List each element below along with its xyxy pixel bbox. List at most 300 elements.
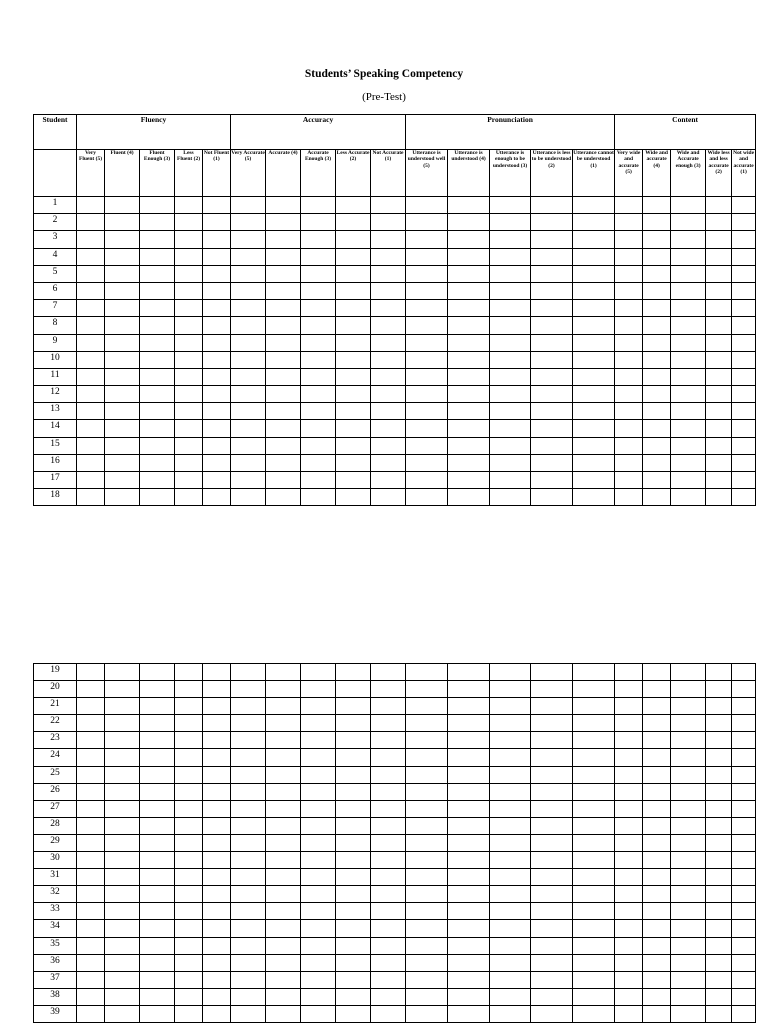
score-cell[interactable] [706, 749, 732, 766]
score-cell[interactable] [371, 834, 406, 851]
score-cell[interactable] [671, 351, 706, 368]
score-cell[interactable] [203, 197, 231, 214]
score-cell[interactable] [406, 472, 448, 489]
score-cell[interactable] [490, 214, 531, 231]
score-cell[interactable] [615, 214, 643, 231]
score-cell[interactable] [615, 886, 643, 903]
score-cell[interactable] [336, 817, 371, 834]
score-cell[interactable] [643, 420, 671, 437]
score-cell[interactable] [732, 749, 756, 766]
score-cell[interactable] [371, 749, 406, 766]
score-cell[interactable] [77, 800, 105, 817]
score-cell[interactable] [175, 231, 203, 248]
score-cell[interactable] [406, 351, 448, 368]
score-cell[interactable] [231, 386, 266, 403]
score-cell[interactable] [406, 971, 448, 988]
score-cell[interactable] [531, 988, 573, 1005]
score-cell[interactable] [732, 248, 756, 265]
score-cell[interactable] [573, 971, 615, 988]
score-cell[interactable] [336, 317, 371, 334]
score-cell[interactable] [203, 1005, 231, 1022]
score-cell[interactable] [231, 903, 266, 920]
score-cell[interactable] [490, 834, 531, 851]
score-cell[interactable] [371, 732, 406, 749]
score-cell[interactable] [406, 420, 448, 437]
score-cell[interactable] [336, 920, 371, 937]
score-cell[interactable] [231, 971, 266, 988]
score-cell[interactable] [573, 783, 615, 800]
score-cell[interactable] [301, 715, 336, 732]
score-cell[interactable] [77, 214, 105, 231]
score-cell[interactable] [266, 368, 301, 385]
score-cell[interactable] [448, 920, 490, 937]
score-cell[interactable] [490, 1005, 531, 1022]
score-cell[interactable] [371, 454, 406, 471]
score-cell[interactable] [77, 1005, 105, 1022]
score-cell[interactable] [573, 886, 615, 903]
score-cell[interactable] [266, 197, 301, 214]
score-cell[interactable] [615, 420, 643, 437]
score-cell[interactable] [615, 834, 643, 851]
score-cell[interactable] [671, 852, 706, 869]
score-cell[interactable] [203, 386, 231, 403]
score-cell[interactable] [231, 1005, 266, 1022]
score-cell[interactable] [671, 800, 706, 817]
score-cell[interactable] [615, 351, 643, 368]
score-cell[interactable] [140, 437, 175, 454]
score-cell[interactable] [266, 800, 301, 817]
score-cell[interactable] [175, 681, 203, 698]
score-cell[interactable] [301, 386, 336, 403]
score-cell[interactable] [706, 403, 732, 420]
score-cell[interactable] [336, 869, 371, 886]
score-cell[interactable] [573, 869, 615, 886]
score-cell[interactable] [203, 749, 231, 766]
score-cell[interactable] [448, 783, 490, 800]
score-cell[interactable] [266, 214, 301, 231]
score-cell[interactable] [615, 732, 643, 749]
score-cell[interactable] [406, 231, 448, 248]
score-cell[interactable] [301, 920, 336, 937]
score-cell[interactable] [175, 368, 203, 385]
score-cell[interactable] [175, 886, 203, 903]
score-cell[interactable] [406, 282, 448, 299]
score-cell[interactable] [336, 248, 371, 265]
score-cell[interactable] [406, 920, 448, 937]
score-cell[interactable] [732, 937, 756, 954]
score-cell[interactable] [203, 472, 231, 489]
score-cell[interactable] [301, 403, 336, 420]
score-cell[interactable] [203, 903, 231, 920]
score-cell[interactable] [406, 749, 448, 766]
score-cell[interactable] [490, 698, 531, 715]
score-cell[interactable] [643, 698, 671, 715]
score-cell[interactable] [203, 300, 231, 317]
score-cell[interactable] [706, 732, 732, 749]
score-cell[interactable] [706, 1005, 732, 1022]
score-cell[interactable] [573, 334, 615, 351]
score-cell[interactable] [490, 988, 531, 1005]
score-cell[interactable] [203, 334, 231, 351]
score-cell[interactable] [231, 988, 266, 1005]
score-cell[interactable] [671, 282, 706, 299]
score-cell[interactable] [706, 852, 732, 869]
score-cell[interactable] [266, 732, 301, 749]
score-cell[interactable] [531, 403, 573, 420]
score-cell[interactable] [371, 489, 406, 506]
score-cell[interactable] [490, 937, 531, 954]
score-cell[interactable] [301, 368, 336, 385]
score-cell[interactable] [231, 214, 266, 231]
score-cell[interactable] [231, 489, 266, 506]
score-cell[interactable] [266, 403, 301, 420]
score-cell[interactable] [231, 282, 266, 299]
score-cell[interactable] [105, 437, 140, 454]
score-cell[interactable] [448, 817, 490, 834]
score-cell[interactable] [371, 351, 406, 368]
score-cell[interactable] [371, 368, 406, 385]
score-cell[interactable] [301, 664, 336, 681]
score-cell[interactable] [105, 1005, 140, 1022]
score-cell[interactable] [336, 749, 371, 766]
score-cell[interactable] [336, 403, 371, 420]
score-cell[interactable] [706, 886, 732, 903]
score-cell[interactable] [105, 766, 140, 783]
score-cell[interactable] [140, 852, 175, 869]
score-cell[interactable] [105, 386, 140, 403]
score-cell[interactable] [490, 368, 531, 385]
score-cell[interactable] [448, 248, 490, 265]
score-cell[interactable] [643, 869, 671, 886]
score-cell[interactable] [615, 783, 643, 800]
score-cell[interactable] [406, 937, 448, 954]
score-cell[interactable] [671, 732, 706, 749]
score-cell[interactable] [615, 403, 643, 420]
score-cell[interactable] [732, 783, 756, 800]
score-cell[interactable] [175, 420, 203, 437]
score-cell[interactable] [105, 403, 140, 420]
score-cell[interactable] [203, 766, 231, 783]
score-cell[interactable] [706, 265, 732, 282]
score-cell[interactable] [643, 971, 671, 988]
score-cell[interactable] [573, 214, 615, 231]
score-cell[interactable] [140, 454, 175, 471]
score-cell[interactable] [448, 489, 490, 506]
score-cell[interactable] [203, 886, 231, 903]
score-cell[interactable] [301, 732, 336, 749]
score-cell[interactable] [336, 334, 371, 351]
score-cell[interactable] [671, 334, 706, 351]
score-cell[interactable] [406, 869, 448, 886]
score-cell[interactable] [336, 681, 371, 698]
score-cell[interactable] [140, 937, 175, 954]
score-cell[interactable] [231, 715, 266, 732]
score-cell[interactable] [231, 869, 266, 886]
score-cell[interactable] [531, 715, 573, 732]
score-cell[interactable] [732, 1005, 756, 1022]
score-cell[interactable] [371, 420, 406, 437]
score-cell[interactable] [643, 749, 671, 766]
score-cell[interactable] [671, 454, 706, 471]
score-cell[interactable] [706, 715, 732, 732]
score-cell[interactable] [671, 971, 706, 988]
score-cell[interactable] [448, 334, 490, 351]
score-cell[interactable] [573, 732, 615, 749]
score-cell[interactable] [371, 1005, 406, 1022]
score-cell[interactable] [371, 300, 406, 317]
score-cell[interactable] [371, 197, 406, 214]
score-cell[interactable] [573, 903, 615, 920]
score-cell[interactable] [140, 231, 175, 248]
score-cell[interactable] [732, 732, 756, 749]
score-cell[interactable] [573, 300, 615, 317]
score-cell[interactable] [448, 403, 490, 420]
score-cell[interactable] [336, 231, 371, 248]
score-cell[interactable] [231, 317, 266, 334]
score-cell[interactable] [203, 265, 231, 282]
score-cell[interactable] [732, 681, 756, 698]
score-cell[interactable] [301, 231, 336, 248]
score-cell[interactable] [175, 920, 203, 937]
score-cell[interactable] [732, 886, 756, 903]
score-cell[interactable] [531, 937, 573, 954]
score-cell[interactable] [643, 454, 671, 471]
score-cell[interactable] [175, 988, 203, 1005]
score-cell[interactable] [266, 664, 301, 681]
score-cell[interactable] [671, 783, 706, 800]
score-cell[interactable] [671, 664, 706, 681]
score-cell[interactable] [266, 971, 301, 988]
score-cell[interactable] [406, 886, 448, 903]
score-cell[interactable] [266, 852, 301, 869]
score-cell[interactable] [371, 988, 406, 1005]
score-cell[interactable] [406, 454, 448, 471]
score-cell[interactable] [105, 800, 140, 817]
score-cell[interactable] [531, 869, 573, 886]
score-cell[interactable] [531, 766, 573, 783]
score-cell[interactable] [140, 472, 175, 489]
score-cell[interactable] [77, 698, 105, 715]
score-cell[interactable] [531, 1005, 573, 1022]
score-cell[interactable] [301, 698, 336, 715]
score-cell[interactable] [231, 698, 266, 715]
score-cell[interactable] [448, 800, 490, 817]
score-cell[interactable] [732, 317, 756, 334]
score-cell[interactable] [175, 265, 203, 282]
score-cell[interactable] [105, 351, 140, 368]
score-cell[interactable] [203, 971, 231, 988]
score-cell[interactable] [706, 454, 732, 471]
score-cell[interactable] [203, 317, 231, 334]
score-cell[interactable] [643, 988, 671, 1005]
score-cell[interactable] [615, 437, 643, 454]
score-cell[interactable] [706, 834, 732, 851]
score-cell[interactable] [671, 834, 706, 851]
score-cell[interactable] [671, 368, 706, 385]
score-cell[interactable] [448, 300, 490, 317]
score-cell[interactable] [301, 766, 336, 783]
score-cell[interactable] [706, 489, 732, 506]
score-cell[interactable] [266, 489, 301, 506]
score-cell[interactable] [406, 1005, 448, 1022]
score-cell[interactable] [77, 937, 105, 954]
score-cell[interactable] [706, 971, 732, 988]
score-cell[interactable] [266, 817, 301, 834]
score-cell[interactable] [406, 386, 448, 403]
score-cell[interactable] [490, 403, 531, 420]
score-cell[interactable] [448, 437, 490, 454]
score-cell[interactable] [671, 248, 706, 265]
score-cell[interactable] [371, 214, 406, 231]
score-cell[interactable] [490, 817, 531, 834]
score-cell[interactable] [615, 681, 643, 698]
score-cell[interactable] [671, 214, 706, 231]
score-cell[interactable] [615, 852, 643, 869]
score-cell[interactable] [336, 664, 371, 681]
score-cell[interactable] [573, 937, 615, 954]
score-cell[interactable] [671, 988, 706, 1005]
score-cell[interactable] [531, 783, 573, 800]
score-cell[interactable] [105, 698, 140, 715]
score-cell[interactable] [77, 664, 105, 681]
score-cell[interactable] [105, 852, 140, 869]
score-cell[interactable] [301, 869, 336, 886]
score-cell[interactable] [531, 749, 573, 766]
score-cell[interactable] [140, 732, 175, 749]
score-cell[interactable] [266, 248, 301, 265]
score-cell[interactable] [336, 197, 371, 214]
score-cell[interactable] [615, 937, 643, 954]
score-cell[interactable] [336, 732, 371, 749]
score-cell[interactable] [266, 937, 301, 954]
score-cell[interactable] [336, 698, 371, 715]
score-cell[interactable] [140, 403, 175, 420]
score-cell[interactable] [336, 903, 371, 920]
score-cell[interactable] [266, 454, 301, 471]
score-cell[interactable] [531, 489, 573, 506]
score-cell[interactable] [77, 386, 105, 403]
score-cell[interactable] [266, 265, 301, 282]
score-cell[interactable] [231, 403, 266, 420]
score-cell[interactable] [336, 437, 371, 454]
score-cell[interactable] [371, 954, 406, 971]
score-cell[interactable] [671, 920, 706, 937]
score-cell[interactable] [77, 681, 105, 698]
score-cell[interactable] [706, 783, 732, 800]
score-cell[interactable] [706, 420, 732, 437]
score-cell[interactable] [615, 231, 643, 248]
score-cell[interactable] [490, 420, 531, 437]
score-cell[interactable] [203, 783, 231, 800]
score-cell[interactable] [643, 386, 671, 403]
score-cell[interactable] [448, 954, 490, 971]
score-cell[interactable] [615, 954, 643, 971]
score-cell[interactable] [175, 937, 203, 954]
score-cell[interactable] [371, 265, 406, 282]
score-cell[interactable] [615, 368, 643, 385]
score-cell[interactable] [371, 248, 406, 265]
score-cell[interactable] [371, 698, 406, 715]
score-cell[interactable] [301, 334, 336, 351]
score-cell[interactable] [371, 282, 406, 299]
score-cell[interactable] [336, 386, 371, 403]
score-cell[interactable] [77, 834, 105, 851]
score-cell[interactable] [371, 766, 406, 783]
score-cell[interactable] [706, 282, 732, 299]
score-cell[interactable] [301, 265, 336, 282]
score-cell[interactable] [406, 783, 448, 800]
score-cell[interactable] [105, 954, 140, 971]
score-cell[interactable] [573, 664, 615, 681]
score-cell[interactable] [175, 749, 203, 766]
score-cell[interactable] [643, 282, 671, 299]
score-cell[interactable] [231, 852, 266, 869]
score-cell[interactable] [671, 403, 706, 420]
score-cell[interactable] [301, 817, 336, 834]
score-cell[interactable] [77, 454, 105, 471]
score-cell[interactable] [77, 300, 105, 317]
score-cell[interactable] [231, 834, 266, 851]
score-cell[interactable] [336, 1005, 371, 1022]
score-cell[interactable] [140, 800, 175, 817]
score-cell[interactable] [371, 783, 406, 800]
score-cell[interactable] [231, 334, 266, 351]
score-cell[interactable] [266, 681, 301, 698]
score-cell[interactable] [140, 903, 175, 920]
score-cell[interactable] [406, 715, 448, 732]
score-cell[interactable] [490, 317, 531, 334]
score-cell[interactable] [266, 903, 301, 920]
score-cell[interactable] [732, 472, 756, 489]
score-cell[interactable] [615, 971, 643, 988]
score-cell[interactable] [706, 300, 732, 317]
score-cell[interactable] [671, 698, 706, 715]
score-cell[interactable] [231, 454, 266, 471]
score-cell[interactable] [490, 783, 531, 800]
score-cell[interactable] [371, 472, 406, 489]
score-cell[interactable] [448, 886, 490, 903]
score-cell[interactable] [490, 954, 531, 971]
score-cell[interactable] [615, 472, 643, 489]
score-cell[interactable] [531, 368, 573, 385]
score-cell[interactable] [406, 903, 448, 920]
score-cell[interactable] [203, 282, 231, 299]
score-cell[interactable] [531, 437, 573, 454]
score-cell[interactable] [77, 351, 105, 368]
score-cell[interactable] [531, 214, 573, 231]
score-cell[interactable] [732, 766, 756, 783]
score-cell[interactable] [140, 386, 175, 403]
score-cell[interactable] [105, 732, 140, 749]
score-cell[interactable] [301, 954, 336, 971]
score-cell[interactable] [77, 903, 105, 920]
score-cell[interactable] [231, 681, 266, 698]
score-cell[interactable] [706, 317, 732, 334]
score-cell[interactable] [140, 715, 175, 732]
score-cell[interactable] [77, 852, 105, 869]
score-cell[interactable] [336, 489, 371, 506]
score-cell[interactable] [140, 954, 175, 971]
score-cell[interactable] [573, 988, 615, 1005]
score-cell[interactable] [231, 664, 266, 681]
score-cell[interactable] [671, 903, 706, 920]
score-cell[interactable] [615, 454, 643, 471]
score-cell[interactable] [573, 317, 615, 334]
score-cell[interactable] [371, 852, 406, 869]
score-cell[interactable] [175, 472, 203, 489]
score-cell[interactable] [77, 472, 105, 489]
score-cell[interactable] [490, 265, 531, 282]
